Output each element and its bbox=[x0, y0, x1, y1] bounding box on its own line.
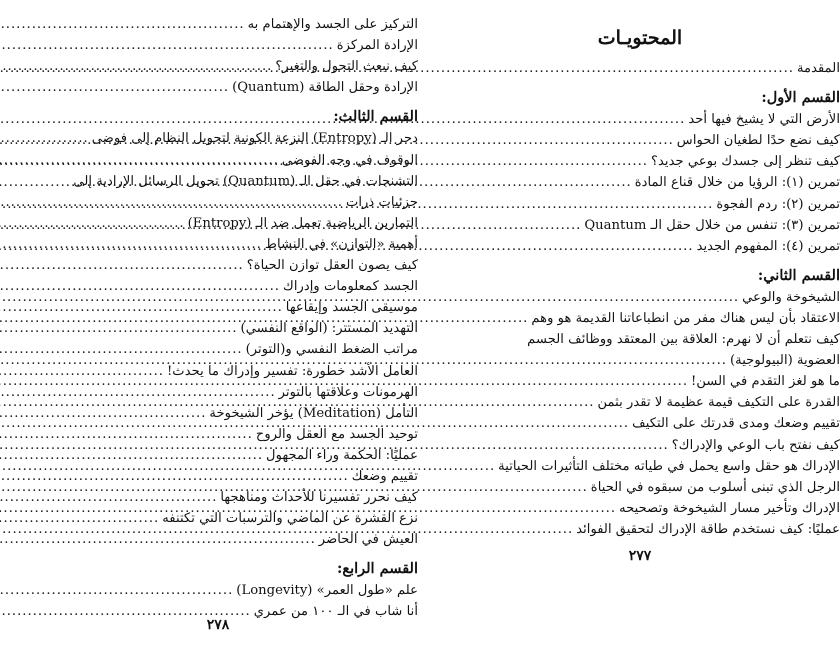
toc-entry: تمرين (٤): المفهوم الجديد ..... bbox=[440, 236, 840, 257]
toc-entry: الرجل الذي تبنى أسلوب من سبقوه في الحياة ..... bbox=[440, 477, 840, 498]
page-277 bbox=[440, 0, 840, 647]
toc-entry: علم «طول العمر» (Longevity) ..... bbox=[18, 580, 418, 601]
toc-entry: تقييم وضعك ..... bbox=[18, 466, 418, 487]
toc-entry: القدرة على التكيف قيمة عظيمة لا تقدر بثمن ..... bbox=[440, 392, 840, 413]
toc-entry: كيف نبعث التحول والتغير؟ ..... bbox=[18, 56, 418, 77]
toc-entry: العيش في الحاضر ..... bbox=[18, 529, 418, 550]
toc-entry: كيف نضع حدًا لطغيان الحواس ..... bbox=[440, 130, 840, 151]
toc-entry: جزئيات ذرات ..... bbox=[18, 192, 418, 213]
toc-entry: ما هو لغز التقدم في السن! ..... bbox=[440, 371, 840, 392]
toc-list-intro bbox=[440, 58, 840, 79]
toc-list-section-2 bbox=[440, 287, 840, 540]
toc-entry: توحيد الجسد مع العقل والروح ..... bbox=[18, 424, 418, 445]
toc-entry: الاعتقاد بأن ليس هناك مفر من انطباعاتنا القديمة هو وهم ..... bbox=[440, 308, 840, 329]
toc-list-section-1 bbox=[440, 109, 840, 257]
toc-entry: كيف تنظر إلى جسدك بوعي جديد؟ ..... bbox=[440, 151, 840, 172]
toc-entry: العضوية (البيولوجية) ..... bbox=[440, 350, 840, 371]
toc-entry: تمرين (١): الرؤيا من خلال قناع المادة ..... bbox=[440, 172, 840, 193]
toc-entry: التمارين الرياضية تعمل ضد الـ (Entropy) ..... bbox=[18, 213, 418, 234]
section-heading-1: القسم الأول: bbox=[761, 89, 840, 107]
toc-entry: التهديد المستتر: (الواقع النفسي) ..... bbox=[18, 318, 418, 339]
toc-entry: نزع القشرة عن الماضي والترسبات التي تكتنفه ..... bbox=[18, 508, 418, 529]
toc-entry: الشيخوخة والوعي ..... bbox=[440, 287, 840, 308]
toc-entry: دحر الـ (Entropy) النزعة الكونية لتحويل النظام إلى فوضى ..... bbox=[18, 128, 418, 149]
toc-entry: تمرين (٢): ردم الفجوة ..... bbox=[440, 193, 840, 214]
toc-entry: الإدراك وتأخير مسار الشيخوخة وتصحيحه ..... bbox=[440, 498, 840, 519]
toc-entry: أهمية «التوازن» في النشاط ..... bbox=[18, 234, 418, 255]
page-number: ٢٧٨ bbox=[206, 617, 230, 633]
toc-entry: كيف نفتح باب الوعي والإدراك؟ ..... bbox=[440, 434, 840, 455]
section-heading-4: القسم الرابع: bbox=[337, 560, 418, 578]
toc-entry: الإرادة وحقل الطاقة (Quantum) ..... bbox=[18, 77, 418, 98]
toc-entry: تمرين (٣): تنفس من خلال حقل الـ Quantum ..... bbox=[440, 215, 840, 236]
section-heading-3: القسم الثالث: bbox=[333, 108, 418, 126]
toc-entry-wrapped: التشنجات في حقل الـ (Quantum) تحويل الرسائل الإرادية إلى bbox=[73, 173, 418, 189]
toc-entry-intro: المقدمة ..... bbox=[440, 58, 840, 79]
toc-entry-wrapped: كيف نتعلم أن لا نهرم: العلاقة بين المعتقد ووظائف الجسم bbox=[527, 332, 840, 348]
page-title: المحتويـات bbox=[597, 27, 683, 49]
toc-entry: العامل الأشد خطورة: تفسير وإدراك ما يحدث! ..... bbox=[18, 360, 418, 381]
toc-entry: مراتب الضغط النفسي و(التوتر) ..... bbox=[18, 339, 418, 360]
section-heading-2: القسم الثاني: bbox=[757, 266, 840, 284]
toc-entry: الإدراك هو حقل واسع يحمل في طياته مختلف التأثيرات الحياتية ..... bbox=[440, 456, 840, 477]
toc-entry: الوقوف في وجه الفوضى ..... bbox=[18, 149, 418, 170]
toc-entry: التأمل (Meditation) يؤخر الشيخوخة ..... bbox=[18, 403, 418, 424]
toc-entry: عمليًا: الحكمة وراء المجهول ..... bbox=[18, 445, 418, 466]
toc-entry: الجسد كمعلومات وإدراك ..... bbox=[18, 276, 418, 297]
page-number: ٢٧٧ bbox=[628, 548, 652, 564]
toc-entry: أنا شاب في الـ ١٠٠ من عمري ..... bbox=[18, 601, 418, 622]
toc-entry: عمليًا: كيف نستخدم طاقة الإدراك لتحقيق الفوائد ..... bbox=[440, 519, 840, 540]
toc-entry: تقييم وضعك ومدى قدرتك على التكيف ..... bbox=[440, 413, 840, 434]
toc-entry: الهرمونات وعلاقتها بالتوتر ..... bbox=[18, 382, 418, 403]
toc-entry: الأرض التي لا يشيخ فيها أحد ..... bbox=[440, 109, 840, 130]
toc-entry: كيف يصون العقل توازن الحياة؟ ..... bbox=[18, 255, 418, 276]
toc-entry: الإرادة المركزة ..... bbox=[18, 35, 418, 56]
toc-entry: موسيقى الجسد وإيقاعها ..... bbox=[18, 297, 418, 318]
toc-entry: التركيز على الجسد والإهتمام به ..... bbox=[18, 14, 418, 35]
toc-list-continued bbox=[18, 14, 418, 98]
toc-entry: كيف نحرر تفسيرنا للأحداث ومناهجها ..... bbox=[18, 487, 418, 508]
